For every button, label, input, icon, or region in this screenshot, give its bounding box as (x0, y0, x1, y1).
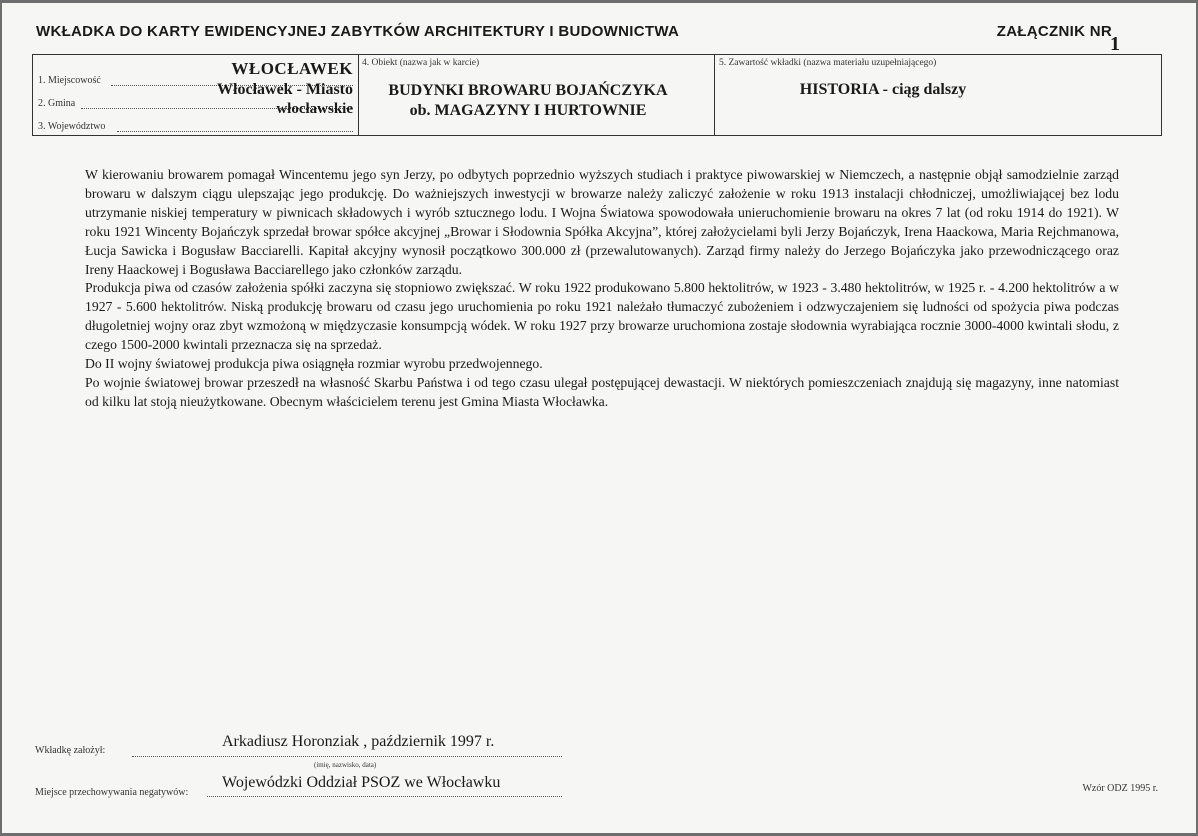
wojewodztwo-value: włocławskie (276, 101, 353, 117)
annex-label: ZAŁĄCZNIK NR (996, 23, 1112, 40)
annex-number: 1 (1110, 33, 1120, 55)
content-value: HISTORIA - ciąg dalszy (799, 81, 967, 98)
column-divider (358, 55, 359, 135)
header-table (32, 54, 1162, 136)
history-text (85, 166, 1119, 412)
dotted-line (117, 131, 353, 132)
paragraph: W kierowaniu browarem pomagał Wincentemu jego syn Jerzy, po odbytych poprzednio wyższych studiach i praktyce piwowarskiej w Niemczech, a następnie objął samodzielnie zarząd browaru w dalszym ciągu ulepszając jego produkcję. Do ważniejszych inwestycji w browarze należy zaliczyć założenie w roku 1913 instalacji chłodniczej, umożliwiającej bez lodu utrzymanie niskiej temperatury w piwnicach składowych i wyrób sztucznego lodu. I Wojna Światowa spowodowała unieruchomienie browaru na okres 7 lat (od roku 1914 do 1921). W roku 1921 Wincenty Bojańczyk sprzedał browar spółce akcyjnej „Browar i Słodownia Spółka Akcyjna”, której założycielami byli Jerzy Bojańczyk, Irena Haackowa, Maria Rejchmanowa, Łucja Sawicka i Bogusław Bacciarelli. Kapitał akcyjny wynosił początkowo 300.000 zł (przewalutowanych). Zarząd firmy należy do Jerzego Bojańczyka jako przewodniczącego oraz Ireny Haackowej i Bogusława Bacciarellego jako członków zarządu. (85, 167, 1119, 277)
paragraph: Do II wojny światowej produkcja piwa osiągnęła rozmiar wyrobu przedwojennego. (85, 356, 543, 372)
object-name-line1: BUDYNKI BROWARU BOJAŃCZYKA (388, 82, 668, 99)
wojewodztwo-label: 3. Województwo (38, 121, 106, 132)
author-label: Wkładkę założył: (35, 745, 106, 756)
form-pattern-label: Wzór ODZ 1995 r. (1082, 783, 1158, 794)
column-divider (714, 55, 715, 135)
gmina-label: 2. Gmina (38, 98, 76, 109)
paragraph: Po wojnie światowej browar przeszedł na własność Skarbu Państwa i od tego czasu ulegał postępującej dewastacji. W niektórych pomieszczeniach znajdują się magazyny, inne natomiast od kilku lat stoją nieużytkowane. Obecnym właścicielem terenu jest Gmina Miasta Włocławka. (85, 374, 1119, 409)
storage-label: Miejsce przechowywania negatywów: (35, 787, 189, 798)
object-label: 4. Obiekt (nazwa jak w karcie) (362, 58, 480, 68)
paragraph: Produkcja piwa od czasów założenia spółki zaczyna się stopniowo zwiększać. W roku 1922 produkowano 5.800 hektolitrów, w 1923 - 3.480 hektolitrów, w 1925 r. - 4.200 hektolitrów a w 1927 - 5.600 hektolitrów. Niską produkcję browaru od czasu jego uruchomienia po roku 1921 należało tłumaczyć zubożeniem i odzwyczajeniem się ludności od spożycia piwa podczas długoletniej wojny oraz zbyt wzmożoną w międzyczasie konsumpcją wódek. W roku 1927 przy browarze uruchomiona zostaje słodownia wyrabiająca rocznie 3000-4000 kwintali słodu, z czego 1500-2000 kwintali przeznacza się na sprzedaż. (85, 280, 1119, 353)
miejscowosc-value: WŁOCŁAWEK (231, 59, 353, 78)
miejscowosc-label: 1. Miejscowość (38, 75, 101, 86)
content-label: 5. Zawartość wkładki (nazwa materiału uzupełniającego) (719, 58, 937, 68)
form-page (2, 3, 1196, 833)
author-sublabel: (imię, nazwisko, data) (314, 761, 377, 769)
form-title: WKŁADKA DO KARTY EWIDENCYJNEJ ZABYTKÓW ARCHITEKTURY I BUDOWNICTWA (36, 23, 680, 40)
gmina-value: Włocławek - Miasto (217, 81, 353, 98)
storage-value: Wojewódzki Oddział PSOZ we Włocławku (222, 774, 501, 791)
author-value: Arkadiusz Horonziak , październik 1997 r. (222, 733, 495, 750)
dotted-line (207, 796, 562, 797)
dotted-line (132, 756, 562, 757)
object-name-line2: ob. MAGAZYNY I HURTOWNIE (409, 102, 647, 119)
